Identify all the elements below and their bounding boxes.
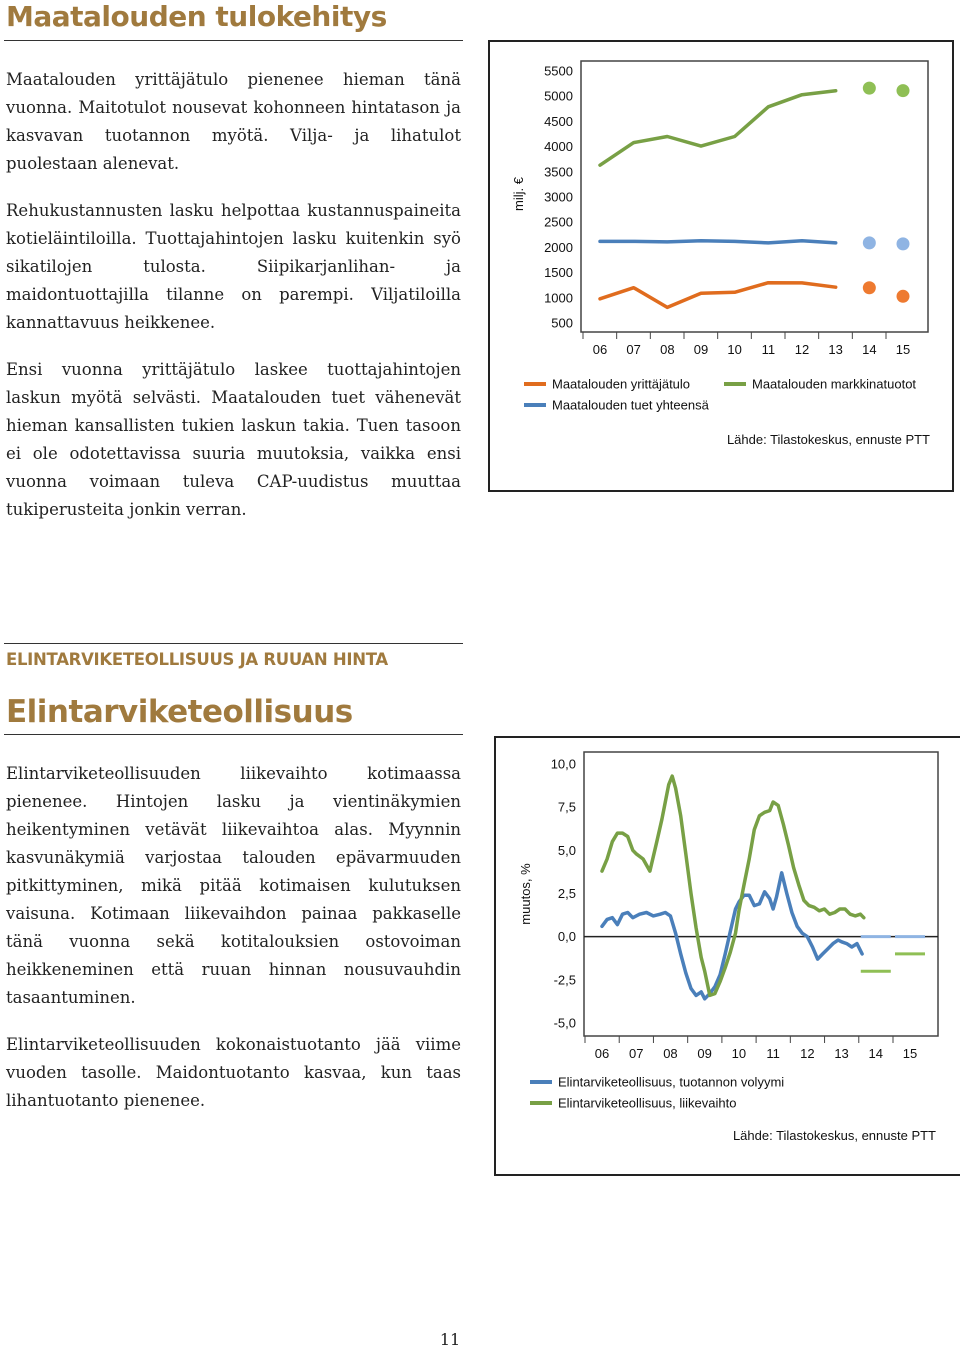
series-line-1 <box>600 283 836 308</box>
x-tick-label: 15 <box>902 1046 918 1061</box>
y-tick-label: 7,5 <box>557 799 576 815</box>
x-tick-label: 08 <box>663 1046 678 1061</box>
paragraph: Elintarviketeollisuuden liikevaihto kotimaassa pienenee. Hintojen lasku ja vientinäkymien heikentyminen vetävät liikevaihtoa alas. Myynnin kasvunäkymiä varjostaa talouden epävarmuuden pitkittyminen, mikä pitää kotimaisen kulutuksen vaisuna. Kotimaan liikevaihdon painaa pakkaselle tänä vuonna sekä kotitalouksien ostovoiman heikkeneminen että ruuan hinnan nousuvauhdin tasaantuminen. <box>6 764 461 1007</box>
kicker-rule <box>4 643 463 644</box>
forecast-point <box>863 82 876 95</box>
x-tick-label: 06 <box>594 1046 610 1061</box>
y-tick-label: 2500 <box>544 214 573 230</box>
x-tick-label: 07 <box>626 342 641 357</box>
y-tick-label: 5000 <box>544 88 573 104</box>
forecast-point <box>897 237 910 250</box>
forecast-point <box>897 84 910 97</box>
source-note: Lähde: Tilastokeskus, ennuste PTT <box>732 1128 936 1143</box>
paragraph: Rehukustannusten lasku helpottaa kustannuspaineita kotieläintiloilla. Tuottajahintojen lasku kuitenkin syö sikatilojen tulosta. Siipikarjanlihan- ja maidontuottajilla tilanne on parempi. Viljatiloilla kannattavuus heikkenee. <box>6 201 461 332</box>
y-axis-label: milj. € <box>511 177 526 211</box>
paragraph: Ensi vuonna yrittäjätulo laskee tuottajahintojen laskun myötä selvästi. Maatalouden tuet vähenevät hieman kansallisten tukien laskun takia. Tuen tasoon ei ole odotettavissa suuria muutoksia, vaikka ensi vuonna voimaan tuleva CAP-uudistus muuttaa tukiperusteita jonkin verran. <box>6 360 461 519</box>
x-tick-label: 13 <box>834 1046 849 1061</box>
paragraph: Elintarviketeollisuuden kokonaistuotanto jää viime vuoden tasolle. Maidontuotanto kasvaa, kun taas lihantuotanto pienenee. <box>6 1035 461 1110</box>
legend-label: Maatalouden markkinatuotot <box>752 376 917 392</box>
y-tick-label: 5,0 <box>557 842 576 858</box>
y-tick-label: 1000 <box>544 290 573 306</box>
x-tick-label: 12 <box>800 1046 815 1061</box>
page-number: 11 <box>439 1330 461 1349</box>
paragraph: Maatalouden yrittäjätulo pienenee hieman tänä vuonna. Maitotulot nousevat kohonneen hintatason ja kasvavan tuotannon myötä. Vilja- ja lihatulot puolestaan alenevat. <box>6 70 461 173</box>
y-tick-label: 2,5 <box>557 886 576 901</box>
title-rule <box>4 40 463 41</box>
y-axis-label: muutos, % <box>518 863 533 925</box>
forecast-point <box>863 236 876 249</box>
title-rule <box>4 734 463 735</box>
series-line-2 <box>600 91 836 166</box>
y-tick-label: 1500 <box>544 265 573 281</box>
x-tick-label: 14 <box>862 342 877 357</box>
x-tick-label: 08 <box>660 342 675 357</box>
y-tick-label: 500 <box>551 315 573 331</box>
series-line-3 <box>600 241 836 243</box>
y-tick-label: -2,5 <box>553 972 576 988</box>
y-tick-label: -5,0 <box>553 1015 576 1031</box>
series-line-1 <box>602 873 862 999</box>
x-tick-label: 10 <box>731 1046 747 1061</box>
chart-maatalous <box>488 40 954 492</box>
legend-label: Elintarviketeollisuus, tuotannon volyymi <box>558 1074 785 1090</box>
chart-maatalous-svg <box>490 42 952 490</box>
y-tick-label: 4000 <box>544 139 573 155</box>
legend-label: Maatalouden yrittäjätulo <box>552 376 691 392</box>
forecast-point <box>897 290 910 303</box>
legend-label: Maatalouden tuet yhteensä <box>552 397 709 413</box>
series-line-2 <box>602 776 864 995</box>
section-title-elintarvike: Elintarviketeollisuus <box>6 694 353 730</box>
y-tick-label: 3000 <box>544 189 573 205</box>
section-body-maatalous <box>6 66 461 543</box>
section-kicker: ELINTARVIKETEOLLISUUS JA RUUAN HINTA <box>6 650 388 669</box>
y-tick-label: 5500 <box>544 63 573 79</box>
x-tick-label: 11 <box>766 1046 780 1061</box>
x-tick-label: 06 <box>592 342 608 357</box>
x-tick-label: 14 <box>868 1046 884 1061</box>
chart-elintarvike <box>494 736 960 1176</box>
plot-frame <box>584 752 938 1036</box>
x-tick-label: 09 <box>697 1046 712 1061</box>
section-body-elintarvike <box>6 760 461 1134</box>
forecast-point <box>863 281 876 294</box>
x-tick-label: 12 <box>794 342 810 357</box>
y-tick-label: 4500 <box>544 113 573 129</box>
y-tick-label: 2000 <box>544 239 573 255</box>
source-note: Lähde: Tilastokeskus, ennuste PTT <box>726 432 930 447</box>
x-tick-label: 15 <box>895 342 911 357</box>
x-tick-label: 07 <box>628 1046 644 1061</box>
x-tick-label: 10 <box>727 342 742 357</box>
y-tick-label: 10,0 <box>550 756 576 772</box>
x-tick-label: 11 <box>761 342 776 357</box>
y-tick-label: 3500 <box>544 164 573 180</box>
legend-label: Elintarviketeollisuus, liikevaihto <box>558 1095 737 1111</box>
section-title-maatalous: Maatalouden tulokehitys <box>6 0 387 33</box>
x-tick-label: 13 <box>828 342 843 357</box>
chart-elintarvike-svg <box>496 738 960 1174</box>
y-tick-label: 0,0 <box>557 929 576 945</box>
plot-frame <box>581 61 928 332</box>
x-tick-label: 09 <box>693 342 709 357</box>
